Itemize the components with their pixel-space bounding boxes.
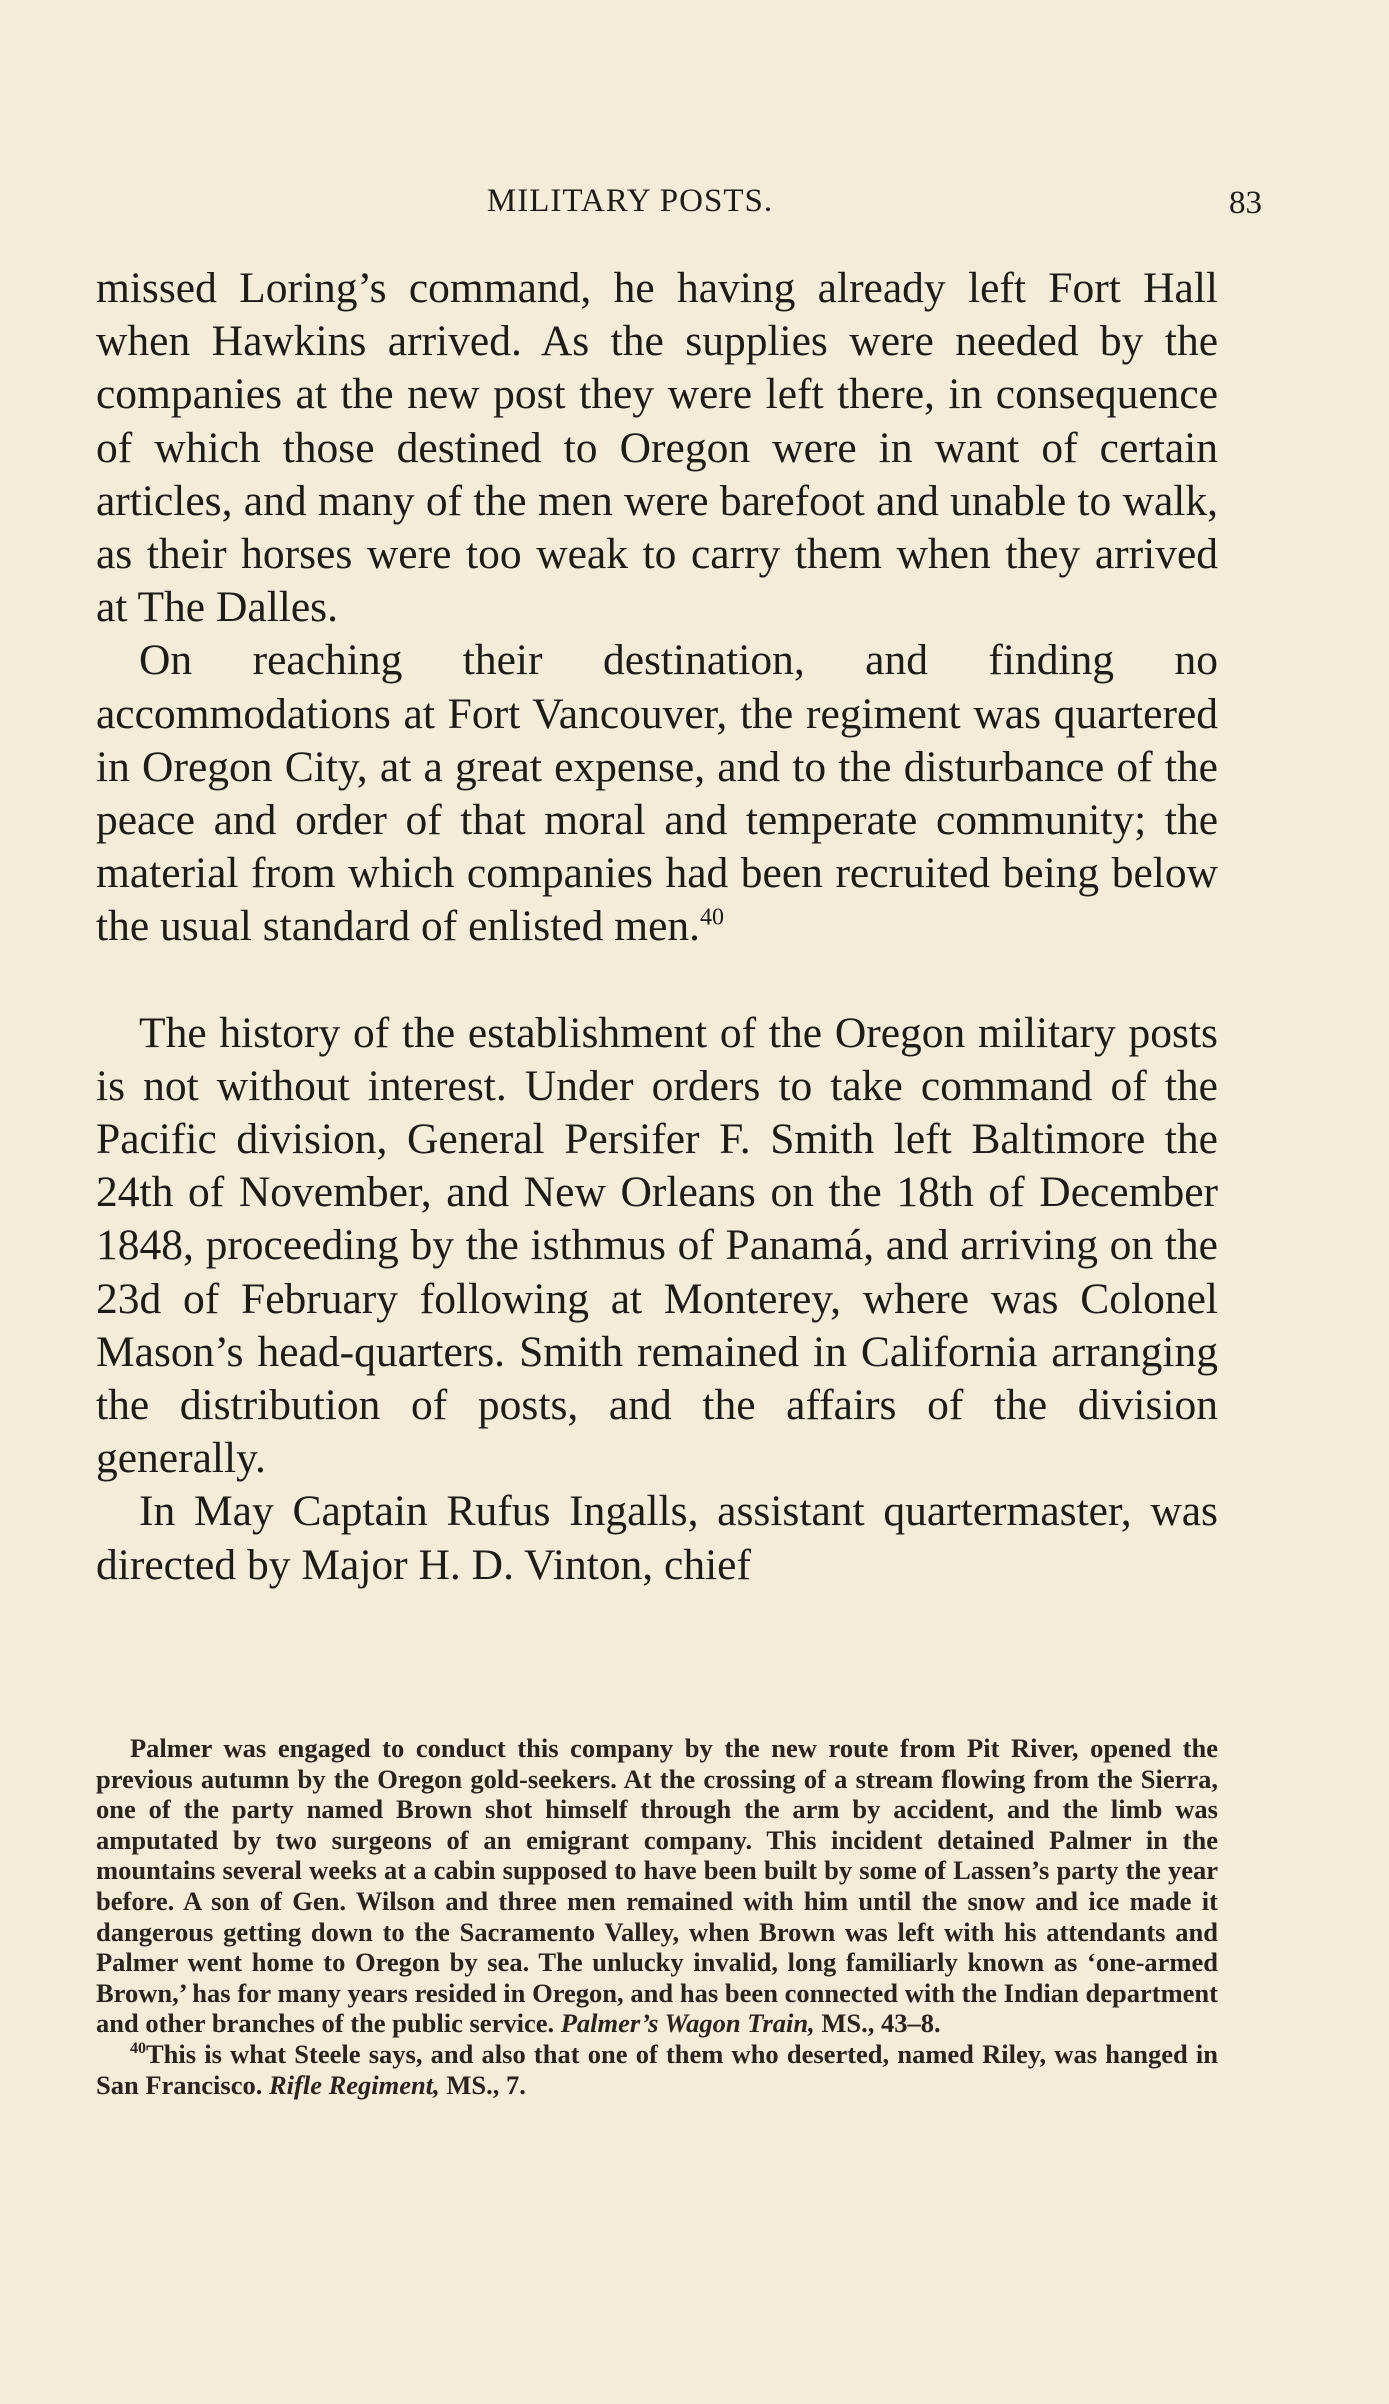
running-head [100, 183, 1262, 223]
footnotes [96, 1733, 1218, 2100]
footnote-citation: MS., 7. [446, 2069, 526, 2100]
body-text [96, 262, 1218, 1592]
footnote-citation-title: Rifle Regiment, [269, 2069, 440, 2100]
paragraph-text: In May Captain Rufus Ingalls, assistant quartermaster, was directed by Major H. D. Vinton, chief [96, 1487, 1218, 1589]
paragraph [96, 1485, 1218, 1591]
paragraph [96, 1007, 1218, 1486]
page-number: 83 [1229, 185, 1262, 221]
footnote-number: 40 [130, 2040, 146, 2058]
footnote-citation: MS., 43–8. [821, 2008, 941, 2039]
paragraph-text: missed Loring’s command, he having already left Fort Hall when Hawkins arrived. As the supplies were needed by the companies at the new post they were left there, in consequence of which those destined to Oregon were in want of certain articles, and many of the men were barefoot and unable to walk, as their horses were too weak to carry them when they arrived at The Dalles. [96, 264, 1218, 632]
running-title: MILITARY POSTS. [486, 183, 774, 219]
paragraph-text: On reaching their destination, and finding no accommodations at Fort Vancouver, the regiment was quartered in Oregon City, at a great expense, and to the disturbance of the peace and order of that moral and temperate community; the material from which companies had been recruited being below the usual standard of enlisted men. [96, 636, 1218, 951]
footnote-reference: 40 [700, 904, 725, 931]
footnote-continued [96, 1733, 1218, 2039]
footnote-text: Palmer was engaged to conduct this company by the new route from Pit River, opened the previous autumn by the Oregon gold-seekers. At the crossing of a stream flowing from the Sierra, one of the party named Brown shot himself through the arm by accident, and the limb was amputated by two surgeons of an emigrant company. This incident detained Palmer in the mountains several weeks at a cabin supposed to have been built by some of Lassen’s party the year before. A son of Gen. Wilson and three men remained with him until the snow and ice made it dangerous getting down to the Sacramento Valley, when Brown was left with his attendants and Palmer went home to Oregon by sea. The unlucky invalid, long familiarly known as ‘one-armed Brown,’ has for many years resided in Oregon, and has been connected with the Indian department and other branches of the public service. [96, 1733, 1218, 2039]
footnote-text: This is what Steele says, and also that one of them who deserted, named Riley, was hanged in San Francisco. [96, 2038, 1218, 2100]
paragraph-continued [96, 262, 1218, 634]
footnote [96, 2039, 1218, 2100]
footnote-citation-title: Palmer’s Wagon Train, [560, 2008, 815, 2039]
paragraph-text: The history of the establishment of the Oregon military posts is not without interest. Under orders to take command of the Pacific division, General Persifer F. Smith left Baltimore the 24th of November, and New Orleans on the 18th of December 1848, proceeding by the isthmus of Panamá, and arriving on the 23d of February following at Monterey, where was Colonel Mason’s head-quarters. Smith remained in California arranging the distribution of posts, and the affairs of the division generally. [96, 1008, 1218, 1483]
paragraph [96, 634, 1218, 953]
